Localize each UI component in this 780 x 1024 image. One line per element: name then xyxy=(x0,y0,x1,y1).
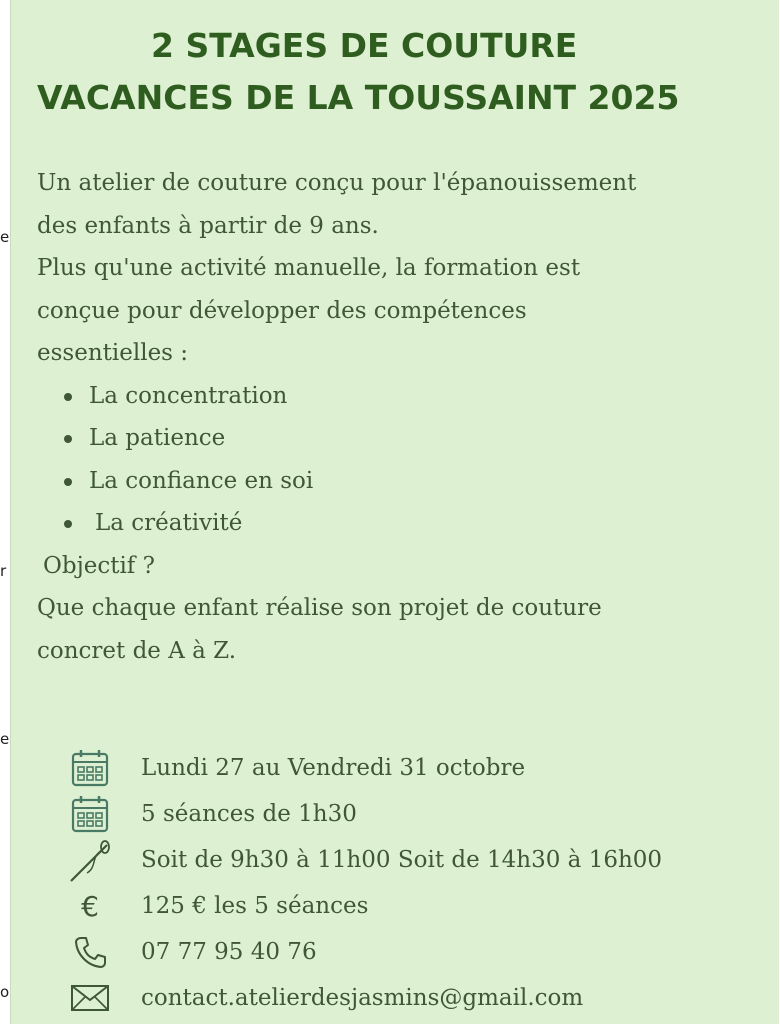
skill-item: La créativité xyxy=(37,502,767,545)
edge-fragment: o xyxy=(0,983,10,1001)
price-text: 125 € les 5 séances xyxy=(141,893,369,919)
sessions-text: 5 séances de 1h30 xyxy=(141,801,357,827)
euro-icon: € xyxy=(81,889,99,923)
edge-fragment: e xyxy=(0,730,10,748)
times-text: Soit de 9h30 à 11h00 Soit de 14h30 à 16h00 xyxy=(141,847,663,873)
dates-text: Lundi 27 au Vendredi 31 octobre xyxy=(141,755,526,781)
objective-line: concret de A à Z. xyxy=(37,637,237,664)
skill-item: La patience xyxy=(37,417,767,460)
skill-item: La confiance en soi xyxy=(37,460,767,503)
email-text[interactable]: contact.atelierdesjasmins@gmail.com xyxy=(141,985,584,1011)
intro-line: Un atelier de couture conçu pour l'épanouissement xyxy=(37,170,637,196)
intro-line: Plus qu'une activité manuelle, la formation est xyxy=(37,255,581,281)
objective-heading: Objectif ? xyxy=(43,552,155,579)
info-list xyxy=(67,745,777,1021)
needle-thread-icon xyxy=(67,837,113,883)
flyer xyxy=(10,0,779,1024)
info-times xyxy=(67,837,777,883)
info-price xyxy=(67,883,777,929)
envelope-icon xyxy=(67,975,113,1021)
intro-line: essentielles : xyxy=(37,340,189,366)
title-line-1: 2 STAGES DE COUTURE xyxy=(151,26,578,65)
intro-line: conçue pour développer des compétences xyxy=(37,297,527,324)
calendar-icon xyxy=(67,745,113,791)
info-dates xyxy=(67,745,777,791)
info-email xyxy=(67,975,777,1021)
info-phone xyxy=(67,929,777,975)
flyer-title xyxy=(11,20,779,124)
calendar-icon xyxy=(67,791,113,837)
description xyxy=(37,162,767,672)
objective-line: Que chaque enfant réalise son projet de couture xyxy=(37,595,602,621)
skill-item: La concentration xyxy=(37,375,767,418)
edge-fragment: r xyxy=(0,562,7,580)
phone-text[interactable]: 07 77 95 40 76 xyxy=(141,939,317,965)
info-sessions xyxy=(67,791,777,837)
intro-line: des enfants à partir de 9 ans. xyxy=(37,212,379,239)
title-line-2: VACANCES DE LA TOUSSAINT 2025 xyxy=(37,78,680,117)
skills-list xyxy=(37,375,767,545)
edge-fragment: e xyxy=(0,228,10,246)
phone-icon xyxy=(67,929,113,975)
